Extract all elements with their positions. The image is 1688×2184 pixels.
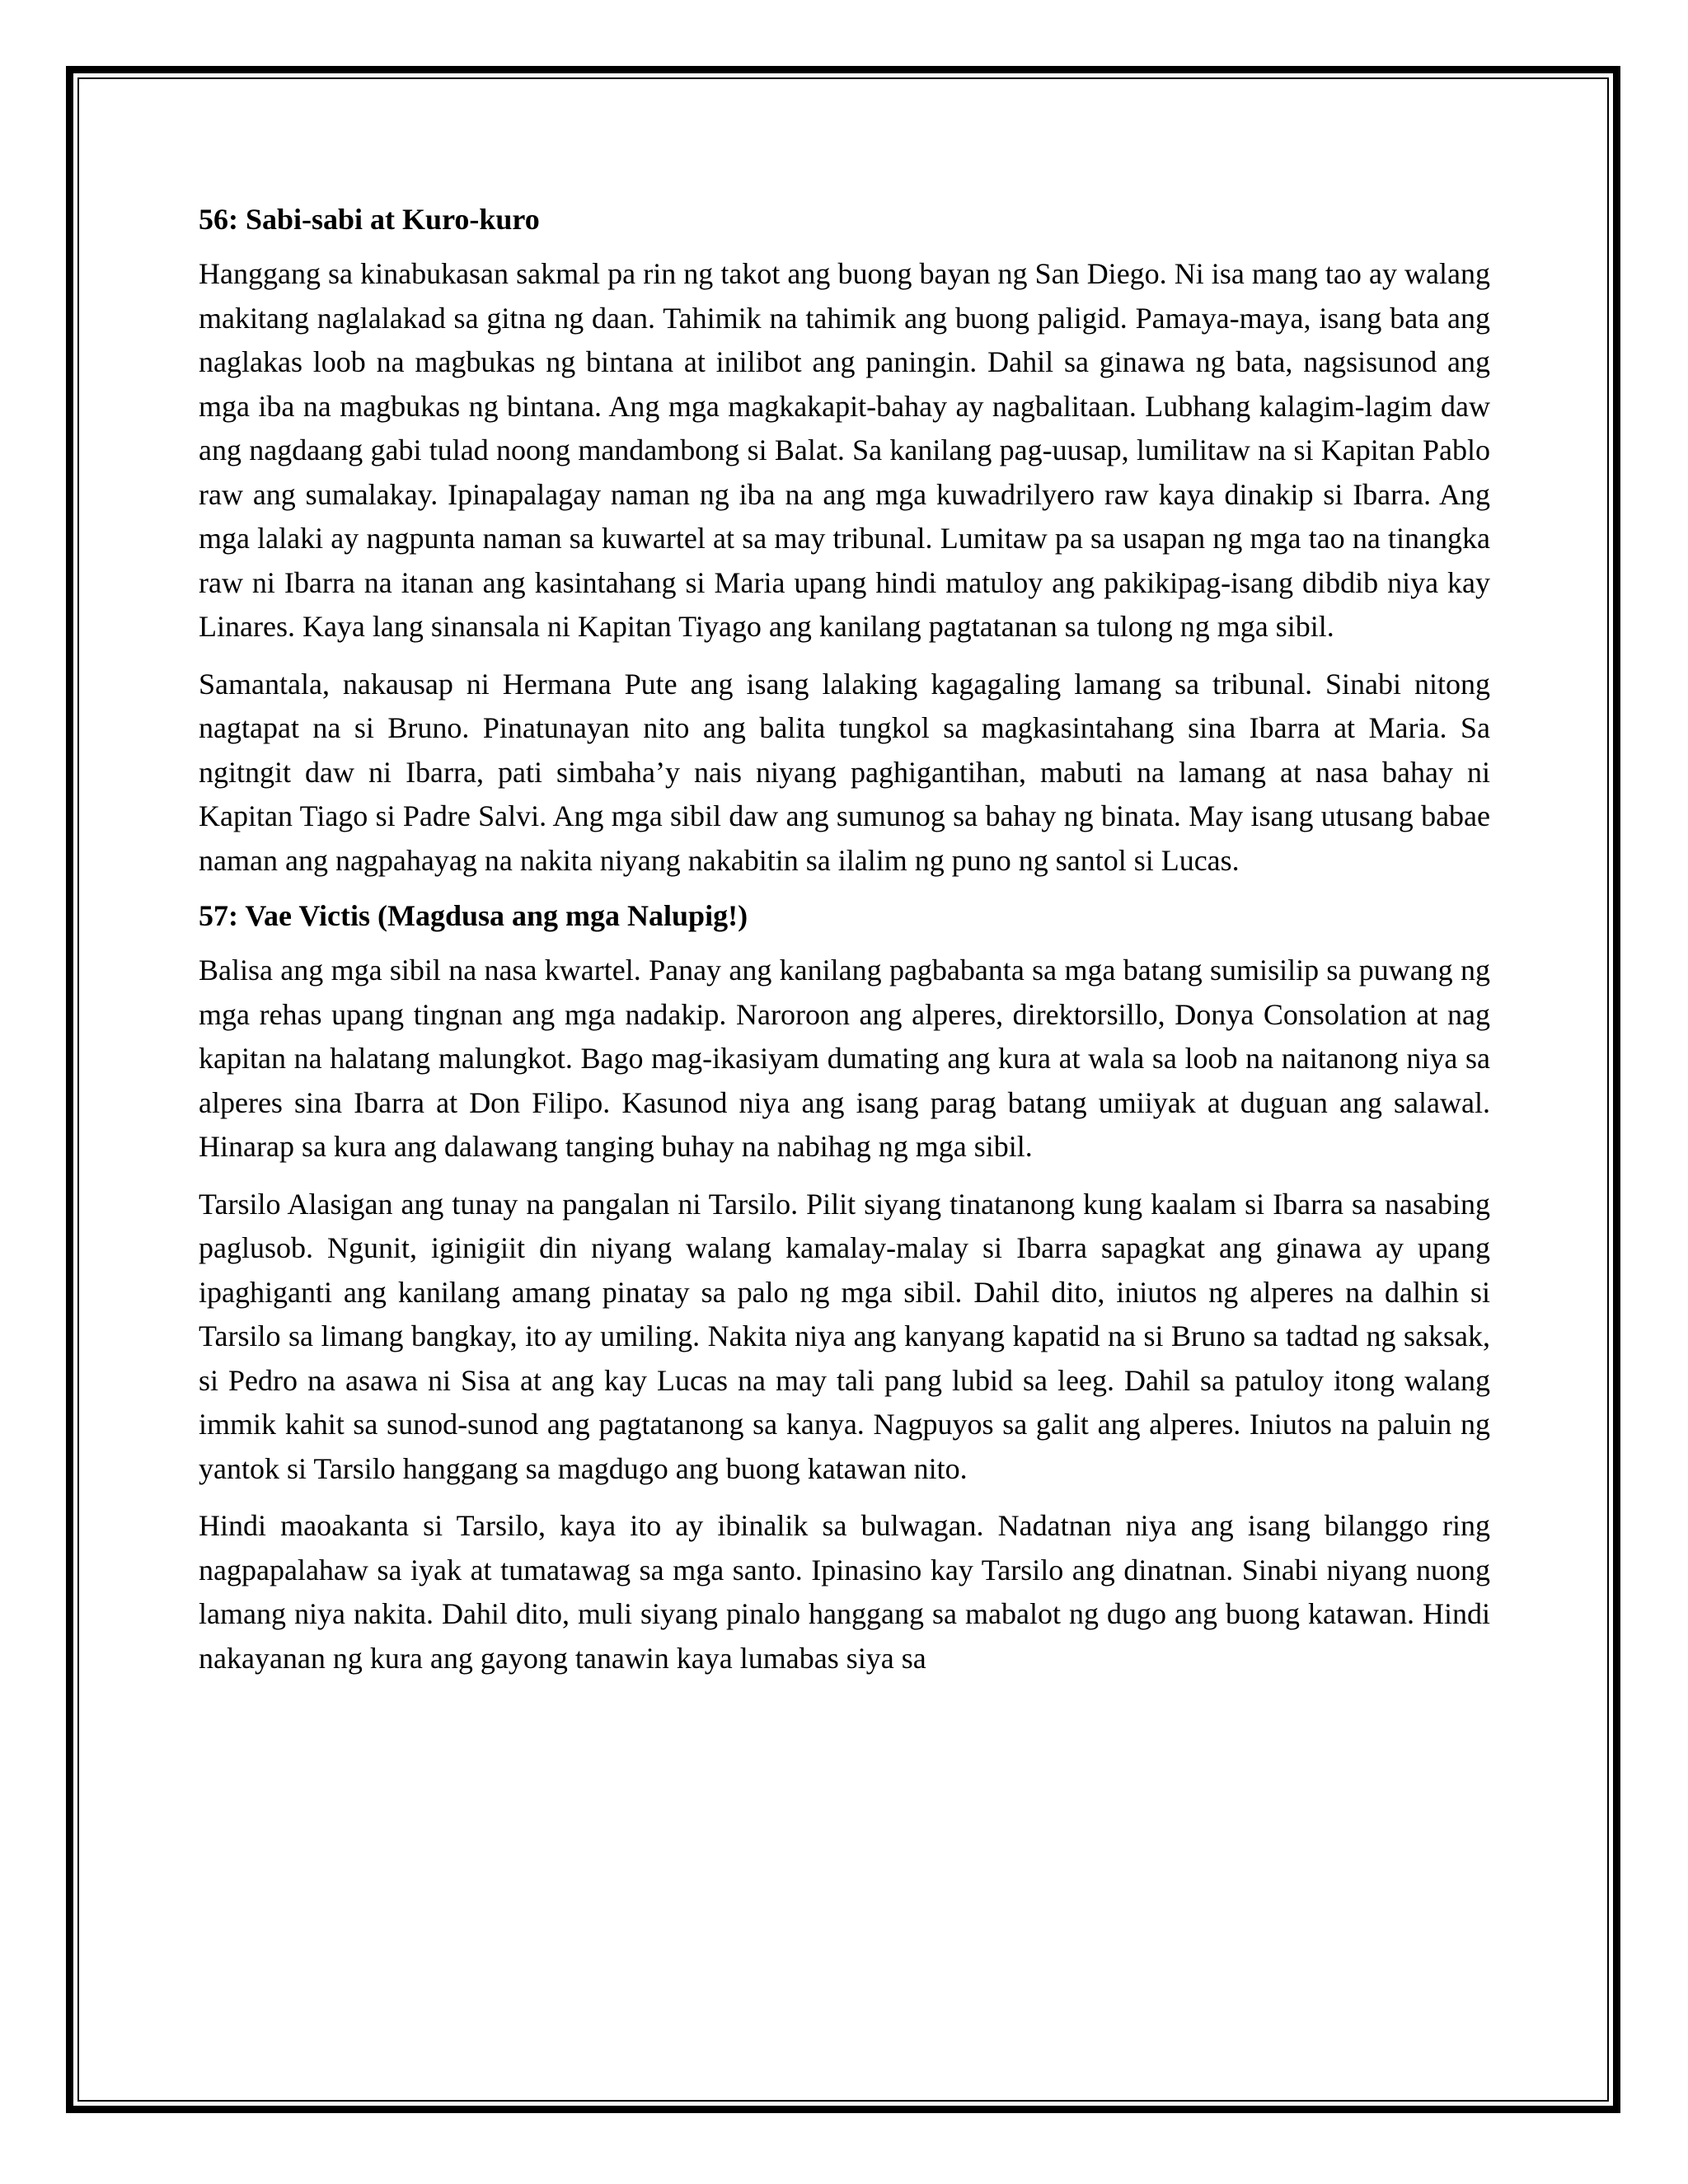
chapter-56-paragraph-1: Hanggang sa kinabukasan sakmal pa rin ng takot ang buong bayan ng San Diego. Ni isa mang tao ay walang makitang naglalakad sa gitna ng daan. Tahimik na tahimik ang buong paligid. Pamaya-maya, isang bata ang naglakas loob na magbukas ng bintana at inilibot ang paningin. Dahil sa ginawa ng bata, nagsisunod ang mga iba na magbukas ng bintana. Ang mga magkakapit-bahay ay nagbalitaan. Lubhang kalagim-lagim daw ang nagdaang gabi tulad noong mandambong si Balat. Sa kanilang pag-uusap, lumilitaw na si Kapitan Pablo raw ang sumalakay. Ipinapalagay naman ng iba na ang mga kuwadrilyero raw kaya dinakip si Ibarra. Ang mga lalaki ay nagpunta naman sa kuwartel at sa may tribunal. Lumitaw pa sa usapan ng mga tao na tinangka raw ni Ibarra na itanan ang kasintahang si Maria upang hindi matuloy ang pakikipag-isang dibdib niya kay Linares. Kaya lang sinansala ni Kapitan Tiyago ang kanilang pagtatanan sa tulong ng mga sibil. — [199, 257, 1490, 643]
document-body — [199, 199, 1490, 1680]
chapter-57-heading: 57: Vae Victis (Magdusa ang mga Nalupig!) — [199, 899, 748, 932]
chapter-56-heading: 56: Sabi-sabi at Kuro-kuro — [199, 203, 540, 236]
chapter-57-paragraph-3: Hindi maoakanta si Tarsilo, kaya ito ay ibinalik sa bulwagan. Nadatnan niya ang isang bilanggo ring nagpapalahaw sa iyak at tumatawag sa mga santo. Ipinasino kay Tarsilo ang dinatnan. Sinabi niyang nuong lamang niya nakita. Dahil dito, muli siyang pinalo hanggang sa mabalot ng dugo ang buong katawan. Hindi nakayanan ng kura ang gayong tanawin kaya lumabas siya sa — [199, 1509, 1490, 1675]
chapter-56-paragraph-2: Samantala, nakausap ni Hermana Pute ang isang lalaking kagagaling lamang sa tribunal. Sinabi nitong nagtapat na si Bruno. Pinatunayan nito ang balita tungkol sa magkasintahang sina Ibarra at Maria. Sa ngitngit daw ni Ibarra, pati simbaha’y nais niyang paghigantihan, mabuti na lamang at nasa bahay ni Kapitan Tiago si Padre Salvi. Ang mga sibil daw ang sumunog sa bahay ng binata. May isang utusang babae naman ang nagpahayag na nakita niyang nakabitin sa ilalim ng puno ng santol si Lucas. — [199, 667, 1490, 877]
chapter-57-paragraph-1: Balisa ang mga sibil na nasa kwartel. Panay ang kanilang pagbabanta sa mga batang sumisilip sa puwang ng mga rehas upang tingnan ang mga nadakip. Naroroon ang alperes, direktorsillo, Donya Consolation at nag kapitan na halatang malungkot. Bago mag-ikasiyam dumating ang kura at wala sa loob na naitanong niya sa alperes sina Ibarra at Don Filipo. Kasunod niya ang isang parag batang umiiyak at duguan ang salawal. Hinarap sa kura ang dalawang tanging buhay na nabihag ng mga sibil. — [199, 954, 1490, 1163]
chapter-57-paragraph-2: Tarsilo Alasigan ang tunay na pangalan ni Tarsilo. Pilit siyang tinatanong kung kaalam si Ibarra sa nasabing paglusob. Ngunit, iginigiit din niyang walang kamalay-malay si Ibarra sapagkat ang ginawa ay upang ipaghiganti ang kanilang amang pinatay sa palo ng mga sibil. Dahil dito, iniutos ng alperes na dalhin si Tarsilo sa limang bangkay, ito ay umiling. Nakita niya ang kanyang kapatid na si Bruno sa tadtad ng saksak, si Pedro na asawa ni Sisa at ang kay Lucas na may tali pang lubid sa leeg. Dahil sa patuloy itong walang immik kahit sa sunod-sunod ang pagtatanong sa kanya. Nagpuyos sa galit ang alperes. Iniutos na paluin ng yantok si Tarsilo hanggang sa magdugo ang buong katawan nito. — [199, 1187, 1490, 1485]
